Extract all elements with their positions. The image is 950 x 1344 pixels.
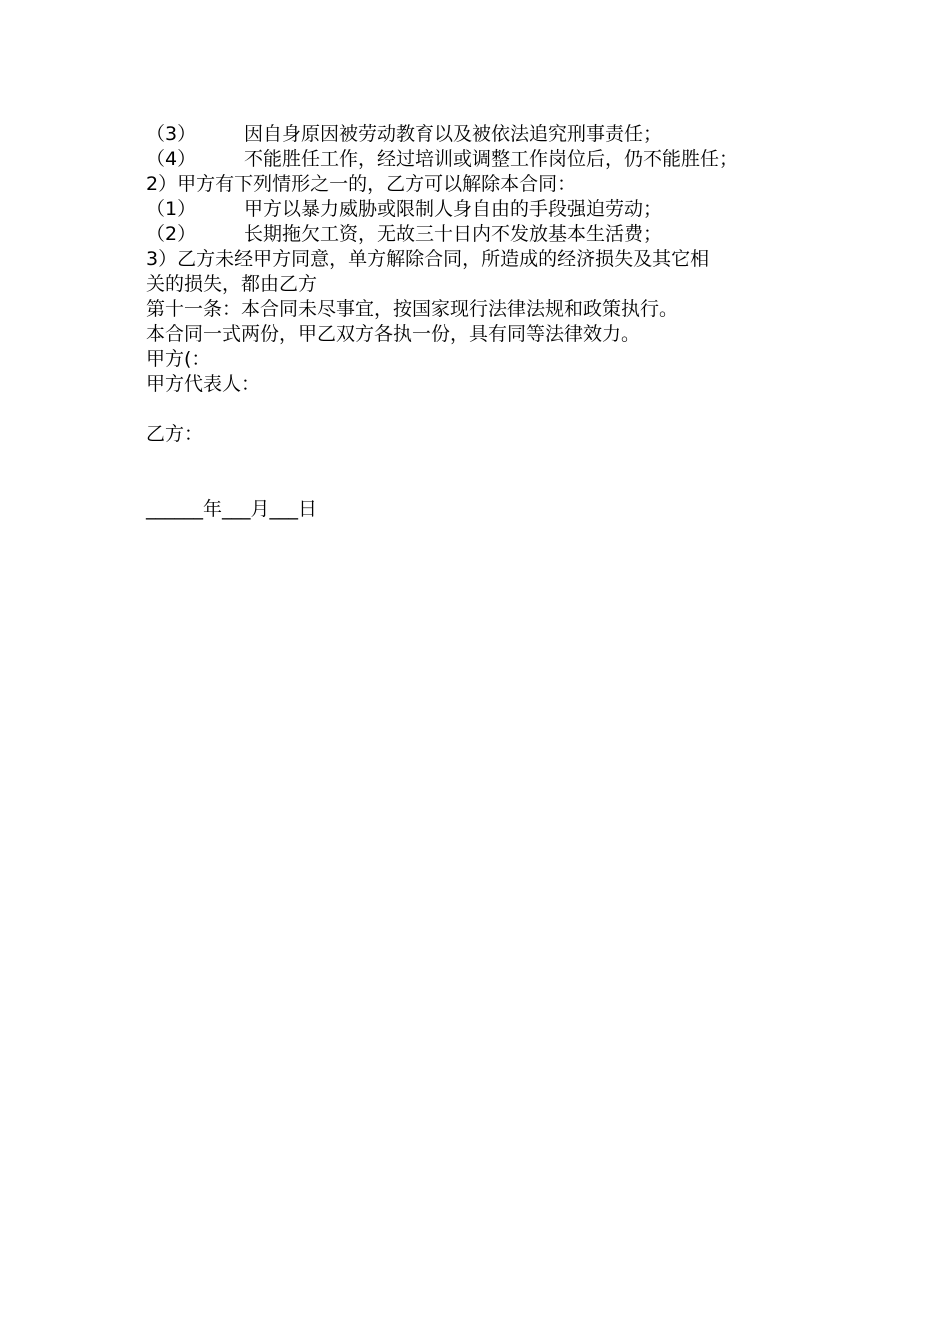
clause-item-1 (146, 197, 826, 222)
item-text: 因自身原因被劳动教育以及被依法追究刑事责任； (244, 123, 663, 145)
party-a-representative-label: 甲方代表人： (146, 373, 261, 395)
item-number: （3） (146, 123, 197, 145)
clause-item-3 (146, 122, 826, 147)
signing-date-line: ______年___月___日 (146, 498, 318, 520)
spacer (146, 447, 826, 497)
clause-item-4 (146, 147, 826, 172)
party-b-label: 乙方： (146, 423, 204, 445)
item-text: 不能胜任工作，经过培训或调整工作岗位后，仍不能胜任； (244, 148, 739, 170)
copies-statement: 本合同一式两份，甲乙双方各执一份，具有同等法律效力。 (146, 323, 641, 345)
item-number: （2） (146, 223, 197, 245)
item-number: （1） (146, 198, 197, 220)
article-11: 第十一条：本合同未尽事宜，按国家现行法律法规和政策执行。 (146, 298, 679, 320)
paragraph-3-line-1: 3）乙方未经甲方同意，单方解除合同，所造成的经济损失及其它相 (146, 248, 710, 270)
item-text: 长期拖欠工资，无故三十日内不发放基本生活费； (244, 223, 663, 245)
clause-item-2 (146, 222, 826, 247)
party-a-label: 甲方(： (146, 348, 211, 370)
item-text: 甲方以暴力威胁或限制人身自由的手段强迫劳动； (244, 198, 663, 220)
item-number: （4） (146, 148, 197, 170)
paragraph-2: 2）甲方有下列情形之一的，乙方可以解除本合同： (146, 173, 577, 195)
spacer (146, 397, 826, 422)
contract-text (146, 122, 826, 522)
paragraph-3-line-2: 关的损失，都由乙方 (146, 273, 318, 295)
